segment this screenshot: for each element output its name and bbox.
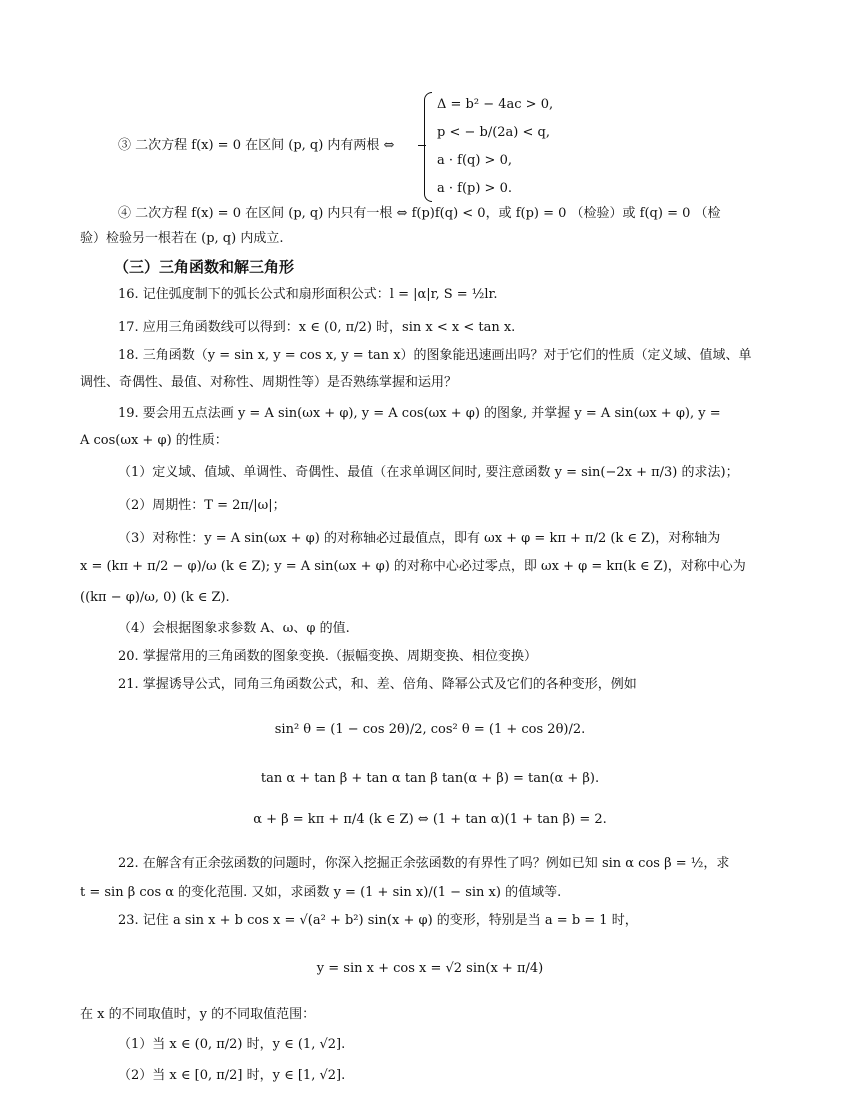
item-19-part-1: （1）定义域、值域、单调性、奇偶性、最值（在求单调区间时, 要注意函数 y = sin(−2x + π/3) 的求法)；	[118, 465, 739, 480]
item-4-line-2: 验）检验另一根若在 (p, q) 内成立.	[80, 231, 284, 246]
item-22-line-2: t = sin β cos α 的变化范围. 又如，求函数 y = (1 + sin x)/(1 − sin x) 的值域等.	[80, 885, 562, 900]
left-brace	[424, 92, 432, 202]
item-23: 23. 记住 a sin x + b cos x = √(a² + b²) sin(x + φ) 的变形，特别是当 a = b = 1 时，	[118, 913, 638, 928]
item-17: 17. 应用三角函数线可以得到：x ∈ (0, π/2) 时，sin x < x < tan x.	[118, 320, 516, 335]
item-19-line-2: A cos(ωx + φ) 的性质：	[80, 433, 228, 448]
item-23-case-1: （1）当 x ∈ (0, π/2) 时，y ∈ (1, √2].	[118, 1037, 346, 1052]
formula-tan-sum: tan α + tan β + tan α tan β tan(α + β) = tan(α + β).	[260, 771, 600, 786]
item-19-line-1: 19. 要会用五点法画 y = A sin(ωx + φ), y = A cos(ωx + φ) 的图象, 并掌握 y = A sin(ωx + φ), y =	[118, 406, 721, 421]
section-title: （三）三角函数和解三角形	[114, 258, 295, 276]
item-19-part-3-line-2: x = (kπ + π/2 − φ)/ω (k ∈ Z); y = A sin(ωx + φ) 的对称中心必过零点，即 ωx + φ = kπ(k ∈ Z)，对称中心为	[80, 559, 746, 574]
item-22-line-1: 22. 在解含有正余弦函数的问题时，你深入挖掘正余弦函数的有界性了吗？例如已知 sin α cos β = ½，求	[118, 856, 730, 871]
formula-half-angle: sin² θ = (1 − cos 2θ)/2, cos² θ = (1 + cos 2θ)/2.	[274, 722, 586, 737]
item-19-part-3-line-3: ((kπ − φ)/ω, 0) (k ∈ Z).	[80, 590, 230, 605]
condition-1: Δ = b² − 4ac > 0,	[437, 97, 554, 112]
item-21: 21. 掌握诱导公式，同角三角函数公式，和、差、倍角、降幂公式及它们的各种变形，例如	[118, 677, 637, 692]
item-18-line-1: 18. 三角函数（y = sin x, y = cos x, y = tan x）的图象能迅速画出吗？对于它们的性质（定义域、值域、单	[118, 348, 752, 363]
left-brace-tip	[418, 145, 426, 146]
formula-tan-product: α + β = kπ + π/4 (k ∈ Z) ⇔ (1 + tan α)(1 + tan β) = 2.	[253, 812, 607, 827]
item-16: 16. 记住弧度制下的弧长公式和扇形面积公式：l = |α|r, S = ½lr.	[118, 287, 498, 302]
item-23-tail: 在 x 的不同取值时，y 的不同取值范围：	[80, 1007, 316, 1022]
item-20: 20. 掌握常用的三角函数的图象变换.（振幅变换、周期变换、相位变换）	[118, 649, 537, 664]
item-4-line-1: ④ 二次方程 f(x) = 0 在区间 (p, q) 内只有一根 ⇔ f(p)f(q) < 0，或 f(p) = 0 （检验）或 f(q) = 0 （检	[118, 206, 721, 221]
condition-4: a · f(p) > 0.	[437, 181, 512, 196]
conditions-lead: ③ 二次方程 f(x) = 0 在区间 (p, q) 内有两根 ⇔	[118, 138, 395, 153]
item-18-line-2: 调性、奇偶性、最值、对称性、周期性等）是否熟练掌握和运用？	[80, 375, 458, 390]
item-19-part-2: （2）周期性：T = 2π/|ω|；	[118, 498, 286, 513]
condition-2: p < − b/(2a) < q,	[437, 125, 550, 140]
condition-3: a · f(q) > 0,	[437, 153, 512, 168]
item-19-part-4: （4）会根据图象求参数 A、ω、φ 的值.	[118, 621, 350, 636]
formula-sin-plus-cos: y = sin x + cos x = √2 sin(x + π/4)	[316, 961, 544, 976]
item-23-case-2: （2）当 x ∈ [0, π/2] 时，y ∈ [1, √2].	[118, 1068, 346, 1083]
item-19-part-3-line-1: （3）对称性：y = A sin(ωx + φ) 的对称轴必过最值点，即有 ωx + φ = kπ + π/2 (k ∈ Z)，对称轴为	[118, 531, 721, 546]
